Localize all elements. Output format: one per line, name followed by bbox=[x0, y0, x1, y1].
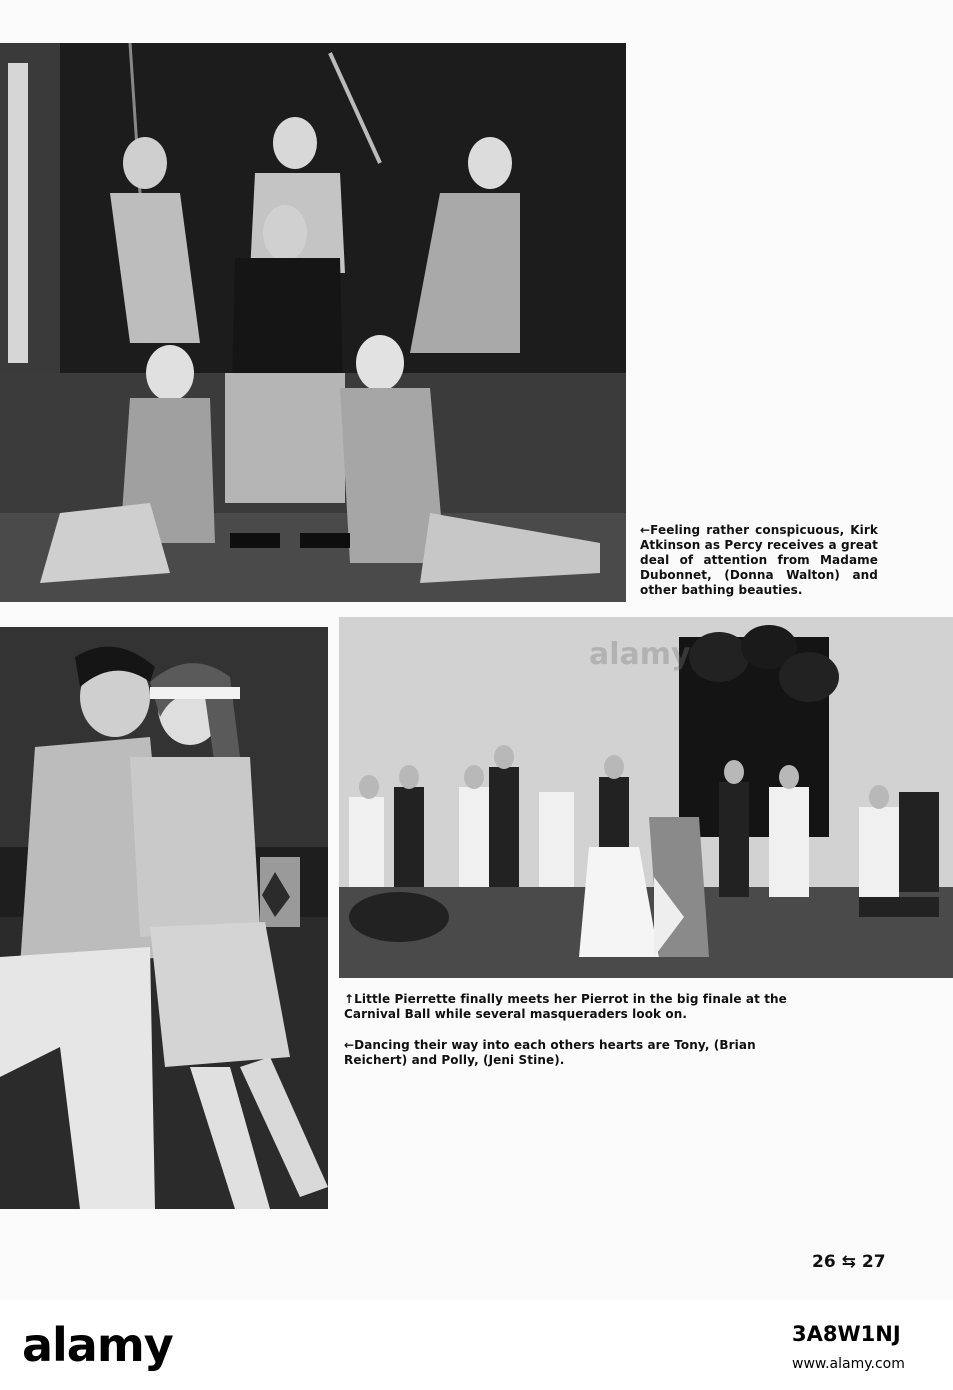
photo-carnival-ball bbox=[339, 617, 953, 978]
image-id: 3A8W1NJ bbox=[792, 1322, 901, 1346]
caption-top-text: ←Feeling rather conspicuous, Kirk Atkinson as Percy receives a great deal of attention from Madame Dubonnet, (Donna Walton) and other bathing beauties. bbox=[640, 523, 879, 597]
caption-top bbox=[640, 523, 878, 614]
alamy-watermark: alamy bbox=[589, 637, 691, 672]
page-number-right: 27 bbox=[861, 1252, 886, 1272]
caption-carnival-text: ↑Little Pierrette finally meets her Pierrot in the big finale at the Carnival Ball while several masqueraders look on. bbox=[344, 992, 787, 1021]
swap-arrows-icon: ⇆ bbox=[841, 1252, 856, 1272]
alamy-logo: alamy bbox=[22, 1318, 173, 1372]
page-numbers bbox=[812, 1252, 886, 1272]
page-number-left: 26 bbox=[812, 1252, 836, 1272]
caption-bottom bbox=[344, 992, 792, 1084]
stock-url: www.alamy.com bbox=[792, 1356, 905, 1372]
caption-dancing-text: ←Dancing their way into each others hearts are Tony, (Brian Reichert) and Polly, (Jeni Stine). bbox=[344, 1038, 756, 1067]
photo-bathing-beauties bbox=[0, 43, 626, 602]
photo-dancing-couple bbox=[0, 627, 328, 1209]
